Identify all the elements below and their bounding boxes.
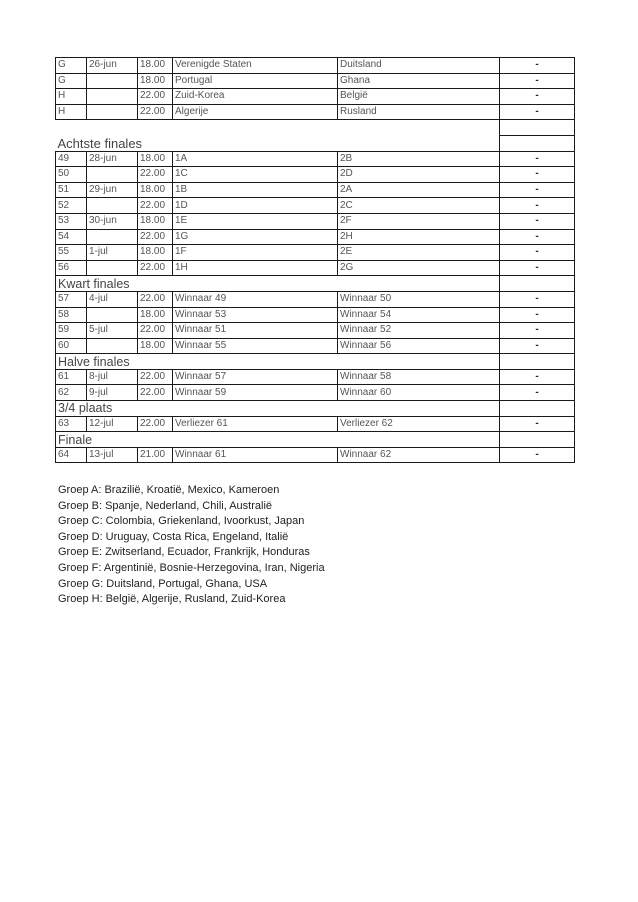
table-row xyxy=(56,416,575,432)
time-cell: 22.00 xyxy=(138,198,173,214)
match-number-cell: 64 xyxy=(56,447,87,463)
empty-cell xyxy=(138,120,173,136)
score-cell: - xyxy=(500,73,575,89)
time-cell: 18.00 xyxy=(138,73,173,89)
schedule-sheet xyxy=(55,57,574,463)
away-team-cell: Winnaar 62 xyxy=(338,447,500,463)
section-title: Kwart finales xyxy=(56,276,500,292)
home-team-cell: 1A xyxy=(173,151,338,167)
empty-cell xyxy=(500,432,575,448)
table-row xyxy=(56,198,575,214)
home-team-cell: 1D xyxy=(173,198,338,214)
away-team-cell: Winnaar 56 xyxy=(338,338,500,354)
table-row xyxy=(56,338,575,354)
home-team-cell: Winnaar 53 xyxy=(173,307,338,323)
time-cell: 22.00 xyxy=(138,291,173,307)
group-line: Groep A: Brazilië, Kroatië, Mexico, Kameroen xyxy=(58,484,280,496)
table-row xyxy=(56,369,575,385)
date-cell xyxy=(87,338,138,354)
away-team-cell: Ghana xyxy=(338,73,500,89)
table-row xyxy=(56,291,575,307)
date-cell xyxy=(87,229,138,245)
group-line: Groep C: Colombia, Griekenland, Ivoorkust, Japan xyxy=(58,515,305,528)
empty-cell xyxy=(56,120,87,136)
away-team-cell: 2C xyxy=(338,198,500,214)
home-team-cell: Winnaar 51 xyxy=(173,323,338,339)
group-list xyxy=(58,483,325,608)
date-cell: 13-jul xyxy=(87,447,138,463)
home-team-cell: Verliezer 61 xyxy=(173,416,338,432)
time-cell: 22.00 xyxy=(138,229,173,245)
group-line: Groep E: Zwitserland, Ecuador, Frankrijk, Honduras xyxy=(58,546,310,559)
table-row xyxy=(56,151,575,167)
score-cell: - xyxy=(500,385,575,401)
away-team-cell: Winnaar 52 xyxy=(338,323,500,339)
time-cell: 18.00 xyxy=(138,182,173,198)
section-title: Halve finales xyxy=(56,354,500,370)
empty-cell xyxy=(87,120,138,136)
time-cell: 18.00 xyxy=(138,213,173,229)
group-line: Groep B: Spanje, Nederland, Chili, Australië xyxy=(58,499,273,512)
away-team-cell: 2G xyxy=(338,260,500,276)
table-row xyxy=(56,447,575,463)
home-team-cell: 1B xyxy=(173,182,338,198)
away-team-cell: België xyxy=(338,89,500,105)
table-row xyxy=(56,182,575,198)
date-cell: 28-jun xyxy=(87,151,138,167)
match-number-cell: 49 xyxy=(56,151,87,167)
home-team-cell: 1F xyxy=(173,245,338,261)
table-row xyxy=(56,385,575,401)
score-cell: - xyxy=(500,104,575,120)
home-team-cell: Winnaar 57 xyxy=(173,369,338,385)
time-cell: 22.00 xyxy=(138,416,173,432)
table-row xyxy=(56,58,575,74)
date-cell: 8-jul xyxy=(87,369,138,385)
score-cell: - xyxy=(500,369,575,385)
home-team-cell: Portugal xyxy=(173,73,338,89)
table-row xyxy=(56,104,575,120)
home-team-cell: Winnaar 61 xyxy=(173,447,338,463)
date-cell xyxy=(87,73,138,89)
score-cell: - xyxy=(500,167,575,183)
score-cell: - xyxy=(500,260,575,276)
table-row xyxy=(56,245,575,261)
time-cell: 18.00 xyxy=(138,307,173,323)
match-number-cell: 60 xyxy=(56,338,87,354)
score-cell: - xyxy=(500,338,575,354)
match-number-cell: 62 xyxy=(56,385,87,401)
time-cell: 22.00 xyxy=(138,260,173,276)
table-row xyxy=(56,260,575,276)
table-row xyxy=(56,229,575,245)
date-cell: 12-jul xyxy=(87,416,138,432)
score-cell: - xyxy=(500,198,575,214)
home-team-cell: 1E xyxy=(173,213,338,229)
date-cell xyxy=(87,198,138,214)
score-cell: - xyxy=(500,89,575,105)
group-cell: G xyxy=(56,58,87,74)
date-cell xyxy=(87,89,138,105)
home-team-cell: Winnaar 59 xyxy=(173,385,338,401)
table-row xyxy=(56,73,575,89)
score-cell: - xyxy=(500,58,575,74)
group-cell: H xyxy=(56,104,87,120)
empty-cell xyxy=(500,120,575,136)
table-row xyxy=(56,307,575,323)
score-cell: - xyxy=(500,291,575,307)
date-cell: 9-jul xyxy=(87,385,138,401)
home-team-cell: 1H xyxy=(173,260,338,276)
section-title: 3/4 plaats xyxy=(56,401,500,417)
match-number-cell: 58 xyxy=(56,307,87,323)
home-team-cell: Zuid-Korea xyxy=(173,89,338,105)
away-team-cell: 2H xyxy=(338,229,500,245)
match-number-cell: 57 xyxy=(56,291,87,307)
schedule-table xyxy=(55,57,575,463)
time-cell: 18.00 xyxy=(138,151,173,167)
empty-cell xyxy=(173,120,338,136)
time-cell: 22.00 xyxy=(138,89,173,105)
score-cell: - xyxy=(500,229,575,245)
time-cell: 22.00 xyxy=(138,323,173,339)
match-number-cell: 50 xyxy=(56,167,87,183)
match-number-cell: 52 xyxy=(56,198,87,214)
match-number-cell: 59 xyxy=(56,323,87,339)
home-team-cell: Winnaar 49 xyxy=(173,291,338,307)
section-header-row xyxy=(56,401,575,417)
group-line: Groep H: België, Algerije, Rusland, Zuid-Korea xyxy=(58,593,286,606)
away-team-cell: 2B xyxy=(338,151,500,167)
empty-cell xyxy=(338,120,500,136)
date-cell xyxy=(87,167,138,183)
empty-cell xyxy=(500,354,575,370)
home-team-cell: Verenigde Staten xyxy=(173,58,338,74)
away-team-cell: Verliezer 62 xyxy=(338,416,500,432)
time-cell: 22.00 xyxy=(138,369,173,385)
away-team-cell: Winnaar 54 xyxy=(338,307,500,323)
match-number-cell: 54 xyxy=(56,229,87,245)
time-cell: 18.00 xyxy=(138,338,173,354)
score-cell: - xyxy=(500,416,575,432)
group-line: Groep F: Argentinië, Bosnie-Herzegovina, Iran, Nigeria xyxy=(58,561,325,574)
section-header-row xyxy=(56,276,575,292)
match-number-cell: 55 xyxy=(56,245,87,261)
score-cell: - xyxy=(500,447,575,463)
time-cell: 18.00 xyxy=(138,245,173,261)
score-cell: - xyxy=(500,213,575,229)
away-team-cell: 2A xyxy=(338,182,500,198)
table-row xyxy=(56,89,575,105)
group-line: Groep G: Duitsland, Portugal, Ghana, USA xyxy=(58,577,268,590)
time-cell: 22.00 xyxy=(138,104,173,120)
time-cell: 21.00 xyxy=(138,447,173,463)
away-team-cell: Winnaar 50 xyxy=(338,291,500,307)
date-cell: 29-jun xyxy=(87,182,138,198)
group-cell: H xyxy=(56,89,87,105)
home-team-cell: Winnaar 55 xyxy=(173,338,338,354)
score-cell: - xyxy=(500,151,575,167)
time-cell: 22.00 xyxy=(138,385,173,401)
table-row xyxy=(56,213,575,229)
time-cell: 18.00 xyxy=(138,58,173,74)
match-number-cell: 61 xyxy=(56,369,87,385)
home-team-cell: 1G xyxy=(173,229,338,245)
section-header-row xyxy=(56,135,575,151)
match-number-cell: 53 xyxy=(56,213,87,229)
date-cell: 30-jun xyxy=(87,213,138,229)
date-cell xyxy=(87,104,138,120)
section-title: Achtste finales xyxy=(57,135,143,151)
section-title: Finale xyxy=(56,432,500,448)
spacer-row xyxy=(56,120,575,136)
group-line: Groep D: Uruguay, Costa Rica, Engeland, Italië xyxy=(58,530,289,543)
away-team-cell: 2F xyxy=(338,213,500,229)
section-header-row xyxy=(56,354,575,370)
match-number-cell: 63 xyxy=(56,416,87,432)
date-cell: 26-jun xyxy=(87,58,138,74)
match-number-cell: 51 xyxy=(56,182,87,198)
away-team-cell: 2E xyxy=(338,245,500,261)
away-team-cell: Winnaar 60 xyxy=(338,385,500,401)
score-cell: - xyxy=(500,245,575,261)
away-team-cell: Duitsland xyxy=(338,58,500,74)
table-row xyxy=(56,167,575,183)
date-cell: 4-jul xyxy=(87,291,138,307)
group-cell: G xyxy=(56,73,87,89)
away-team-cell: Winnaar 58 xyxy=(338,369,500,385)
home-team-cell: Algerije xyxy=(173,104,338,120)
empty-cell xyxy=(500,135,575,151)
date-cell: 5-jul xyxy=(87,323,138,339)
empty-cell xyxy=(500,276,575,292)
away-team-cell: Rusland xyxy=(338,104,500,120)
home-team-cell: 1C xyxy=(173,167,338,183)
time-cell: 22.00 xyxy=(138,167,173,183)
date-cell xyxy=(87,307,138,323)
away-team-cell: 2D xyxy=(338,167,500,183)
date-cell xyxy=(87,260,138,276)
match-number-cell: 56 xyxy=(56,260,87,276)
table-row xyxy=(56,323,575,339)
section-header-row xyxy=(56,432,575,448)
empty-cell xyxy=(500,401,575,417)
date-cell: 1-jul xyxy=(87,245,138,261)
score-cell: - xyxy=(500,182,575,198)
score-cell: - xyxy=(500,307,575,323)
score-cell: - xyxy=(500,323,575,339)
